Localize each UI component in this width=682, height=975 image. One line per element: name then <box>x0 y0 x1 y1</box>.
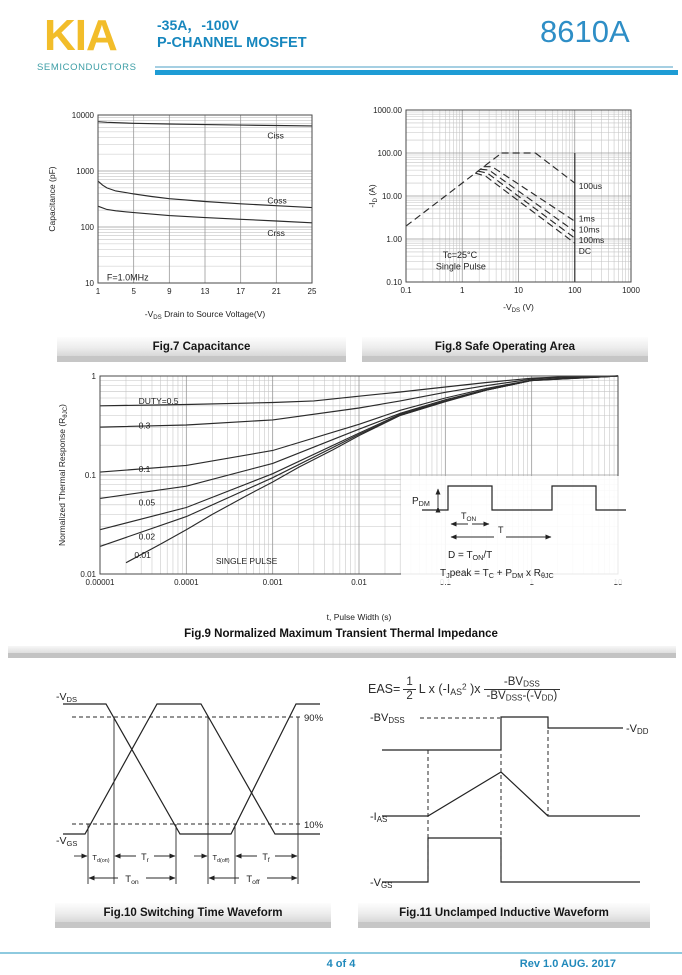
x-tick-label: 10 <box>514 286 523 295</box>
ias-label: $-I_{AS}$ <box>370 811 388 825</box>
inset-background <box>401 476 635 584</box>
curve-label: 10ms <box>578 224 600 235</box>
curve-label: 1ms <box>578 213 595 224</box>
x-tick-label: 0.001 <box>262 578 283 587</box>
y-tick-label: 10000 <box>71 110 94 120</box>
footer-rule <box>0 952 682 954</box>
footer-revision: Rev 1.0 AUG. 2017 <box>519 958 616 970</box>
vds-waveform <box>63 704 320 834</box>
header-rule-thick <box>155 70 678 75</box>
curve-label: 0.05 <box>138 497 156 508</box>
curve-label: Ciss <box>267 130 284 141</box>
fig8-soa-chart <box>362 98 647 316</box>
bvdss-label: $-BV_{DSS}$ <box>370 712 405 726</box>
kia-logo-subtext: SEMICONDUCTORS <box>37 62 137 73</box>
toff-label: $T_{off}$ <box>246 874 260 887</box>
pct90-label: 90% <box>304 713 324 724</box>
y-tick-label: 1 <box>91 371 96 381</box>
tpeak-formula: $T_Jpeak = T_C + P_{DM}$ x $R_{\theta JC}$ <box>440 568 554 581</box>
x-tick-label: 17 <box>236 287 246 296</box>
y-axis-title: Capacitance (pF) <box>47 166 57 232</box>
y-tick-label: 1000.00 <box>373 105 402 115</box>
x-tick-label: 13 <box>200 287 210 296</box>
vds-label: $-V_{DS}$ <box>56 691 77 705</box>
tf-label: $T_f$ <box>262 852 270 865</box>
x-tick-label: 100 <box>568 286 582 295</box>
x-axis-title: t, Pulse Width (s) <box>326 612 392 622</box>
annotation: F=1.0MHz <box>106 272 149 283</box>
vds-trace <box>382 717 623 750</box>
pdm-label: $P_{DM}$ <box>412 496 430 509</box>
t-period-label: T <box>498 525 504 535</box>
duty-formula: $D = T_{ON}/T$ <box>448 550 493 563</box>
fig11-inductive-waveform-diagram <box>362 670 662 898</box>
ias-trace <box>382 772 640 816</box>
y-tick-label: 10 <box>85 278 94 288</box>
x-tick-label: 0.00001 <box>85 578 115 587</box>
annotation: Tc=25°C <box>442 250 478 261</box>
ton-label: $T_{on}$ <box>125 874 139 887</box>
curve-label: 100ms <box>578 234 605 245</box>
y-axis-title: Normalized Thermal Response $(R_{\theta JC})$ <box>57 403 70 547</box>
tr-label: $T_r$ <box>141 852 149 865</box>
curve-label: 0.01 <box>134 550 151 561</box>
eas-mid: L x (-IAS$^2$ )x <box>418 681 481 697</box>
curve-label: DUTY=0.5 <box>138 395 179 406</box>
x-axis-title: $-V_{DS}$ (V) <box>503 302 534 315</box>
x-tick-label: 0.1 <box>400 286 412 295</box>
curve-label: SINGLE PULSE <box>215 556 278 567</box>
fig11-caption: Fig.11 Unclamped Inductive Waveform <box>358 903 650 928</box>
fig10-switching-waveform-diagram <box>48 676 340 898</box>
x-tick-label: 0.01 <box>351 578 367 587</box>
x-tick-label: 5 <box>131 287 136 296</box>
fig9-inset-pulse-diagram <box>398 476 638 584</box>
curve-label: 100us <box>578 181 602 192</box>
vgs-trace <box>382 838 640 882</box>
y-tick-label: 0.01 <box>80 569 96 579</box>
y-tick-label: 100.00 <box>377 148 402 158</box>
y-tick-label: 0.10 <box>386 277 402 287</box>
eas-frac-bv: $\frac{\text{-BVDSS}}{\text{-BVDSS-(-VDD)}}$ <box>484 676 561 702</box>
x-tick-label: 1000 <box>622 286 640 295</box>
x-tick-label: 21 <box>271 287 281 296</box>
fig7-caption: Fig.7 Capacitance <box>57 337 346 362</box>
fig7-capacitance-chart <box>42 103 322 323</box>
annotation: Single Pulse <box>435 261 486 272</box>
vgs-label: $-V_{GS}$ <box>56 835 78 849</box>
y-tick-label: 1.00 <box>386 234 402 244</box>
y-tick-label: 100 <box>80 222 94 232</box>
eas-lhs: EAS= <box>368 682 401 697</box>
x-tick-label: 1 <box>95 287 101 296</box>
header-rule-thin <box>155 66 673 68</box>
header-device-type: P-CHANNEL MOSFET <box>157 35 307 51</box>
fig9-caption: Fig.9 Normalized Maximum Transient Thermal Impedance <box>184 628 498 640</box>
part-number: 8610A <box>540 14 630 49</box>
x-tick-label: 0.0001 <box>174 578 199 587</box>
curve-label: Coss <box>267 195 287 206</box>
eas-frac-half: $\frac{1}{2}$ <box>403 676 415 702</box>
curve-label: DC <box>578 246 592 257</box>
y-tick-label: 1000 <box>76 166 94 176</box>
pct10-label: 10% <box>304 820 324 831</box>
tdoff-label: $T_{d(off)}$ <box>212 853 230 865</box>
header-rating: -35A，-100V <box>157 17 239 33</box>
x-tick-label: 25 <box>307 287 317 296</box>
fig8-caption: Fig.8 Safe Operating Area <box>362 337 648 362</box>
curve-label: 0.02 <box>138 531 156 542</box>
curve-label: Crss <box>267 228 285 239</box>
fig10-caption: Fig.10 Switching Time Waveform <box>55 903 331 928</box>
vgs-label: $-V_{GS}$ <box>370 877 393 891</box>
ton-label: $T_{ON}$ <box>461 511 477 524</box>
y-axis-title: $-I_D$ (A) <box>367 184 380 208</box>
y-tick-label: 0.1 <box>84 470 96 480</box>
vgs-waveform <box>63 704 320 834</box>
x-tick-label: 1 <box>460 286 465 295</box>
tdon-label: $T_{d(on)}$ <box>92 853 110 865</box>
kia-logo: KIA <box>44 11 117 60</box>
curve-label: 0.1 <box>138 463 151 474</box>
y-tick-label: 10.00 <box>381 191 402 201</box>
curve-label: 0.3 <box>138 420 151 431</box>
x-axis-title: $-V_{DS}$ Drain to Source Voltage(V) <box>144 309 266 322</box>
footer-page-number: 4 of 4 <box>326 958 356 970</box>
vdd-label: $-V_{DD}$ <box>626 723 649 737</box>
section-divider-bar <box>8 646 676 658</box>
x-tick-label: 9 <box>167 287 172 296</box>
